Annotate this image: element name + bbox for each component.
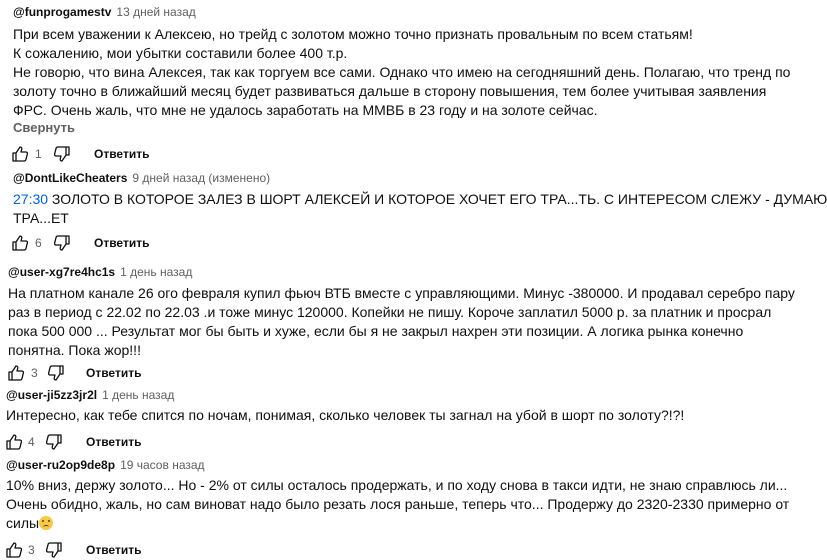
comment-line: ТРА...ЕТ <box>13 210 69 226</box>
comment-author[interactable]: @DontLikeCheaters <box>13 171 128 185</box>
comment-author[interactable]: @user-ru2op9de8p <box>6 458 116 472</box>
comment-author[interactable]: @user-ji5zz3jr2l <box>6 388 98 402</box>
comment-text <box>13 25 790 120</box>
comment-header <box>13 5 196 19</box>
comment-line: раз в период с 22.02 по 22.03 .и тоже минус 120000. Копейки не пишу. Короче заплатил 5000 р. за платник и просрал <box>8 304 772 320</box>
comment-line: Очень обидно, жаль, но сам виноват надо было резать лося раньше, теперь что... Продержу до 2320-2330 примерно от <box>6 496 790 512</box>
comment-header <box>6 388 174 402</box>
comment-author[interactable]: @user-xg7re4hc1s <box>8 265 116 279</box>
like-icon[interactable] <box>6 363 26 383</box>
comment-time[interactable]: 19 часов назад <box>120 458 205 472</box>
comment-line: силы <box>6 515 40 531</box>
comment-line: пока 500 000 ... Результат мог бы быть и хуже, если бы я не закрыл нахрен эти позиции. А логика рынка конечно <box>8 323 744 339</box>
dislike-icon[interactable] <box>44 540 64 560</box>
collapse-button[interactable]: Свернуть <box>13 120 75 135</box>
comment-line: золоту точно в ближайший месяц будет развиваться дальше в сторону повышения, тем более учитывая заявления <box>13 83 767 99</box>
like-count: 4 <box>28 435 35 449</box>
like-count: 3 <box>31 366 38 380</box>
dislike-icon[interactable] <box>44 432 64 452</box>
comment-line: Интересно, как тебе спится по ночам, понимая, сколько человек ты загнал на убой в шорт по золоту?!?! <box>6 407 685 423</box>
reply-button[interactable]: Ответить <box>86 435 142 449</box>
comment-time[interactable]: 1 день назад <box>102 388 175 402</box>
like-icon[interactable] <box>10 144 30 164</box>
comment-line: К сожалению, мои убытки составили более 400 т.р. <box>13 45 348 61</box>
reply-button[interactable]: Ответить <box>94 236 150 250</box>
comment-text <box>6 476 789 533</box>
reply-button[interactable]: Ответить <box>94 147 150 161</box>
comment-header <box>13 171 270 185</box>
comment-line: 10% вниз, держу золото... Но - 2% от силы осталось продержать, и по ходу снова в такси идти, не знаю справлюсь ли... <box>6 477 788 493</box>
like-count: 1 <box>35 147 42 161</box>
comment-line: понятна. Пока жор!!! <box>8 342 141 358</box>
like-icon[interactable] <box>4 432 24 452</box>
comment-line: На платном канале 26 ого февраля купил фьюч ВТБ вместе с управляющими. Минус -380000. И продавал серебро пару <box>8 285 795 301</box>
dislike-icon[interactable] <box>52 144 72 164</box>
comment-header <box>6 458 205 472</box>
like-icon[interactable] <box>4 540 24 560</box>
comment-text <box>8 284 795 360</box>
comment-line: ЗОЛОТО В КОТОРОЕ ЗАЛЕЗ В ШОРТ АЛЕКСЕЙ И КОТОРОЕ ХОЧЕТ ЕГО ТРА...ТЬ. С ИНТЕРЕСОМ СЛЕЖУ - ДУМАЮ <box>48 191 827 207</box>
reply-button[interactable]: Ответить <box>86 543 142 557</box>
timestamp-link[interactable]: 27:30 <box>13 191 49 207</box>
dislike-icon[interactable] <box>52 233 72 253</box>
comment-line: Не говорю, что вина Алексея, так как торгуем все сами. Однако что имею на сегодняшний день. Полагаю, что тренд по <box>13 64 791 80</box>
comment-author[interactable]: @funprogamestv <box>13 5 112 19</box>
reply-button[interactable]: Ответить <box>86 366 142 380</box>
comment-time[interactable]: 13 дней назад <box>116 5 196 19</box>
dislike-icon[interactable] <box>46 363 66 383</box>
like-icon[interactable] <box>10 233 30 253</box>
comment-text <box>6 406 684 425</box>
like-count: 3 <box>28 543 35 557</box>
comment-time[interactable]: 9 дней назад (изменено) <box>132 171 271 185</box>
sad-face-icon <box>39 516 53 530</box>
comment-text <box>13 190 827 228</box>
comment-line: При всем уважении к Алексею, но трейд с золотом можно точно признать провальным по всем статьям! <box>13 26 693 42</box>
comment-time[interactable]: 1 день назад <box>120 265 193 279</box>
comment-header <box>8 265 192 279</box>
comment-line: ФРС. Очень жаль, что мне не удалось заработать на ММВБ в 23 году и на золоте сейчас. <box>13 102 598 118</box>
like-count: 6 <box>35 236 42 250</box>
